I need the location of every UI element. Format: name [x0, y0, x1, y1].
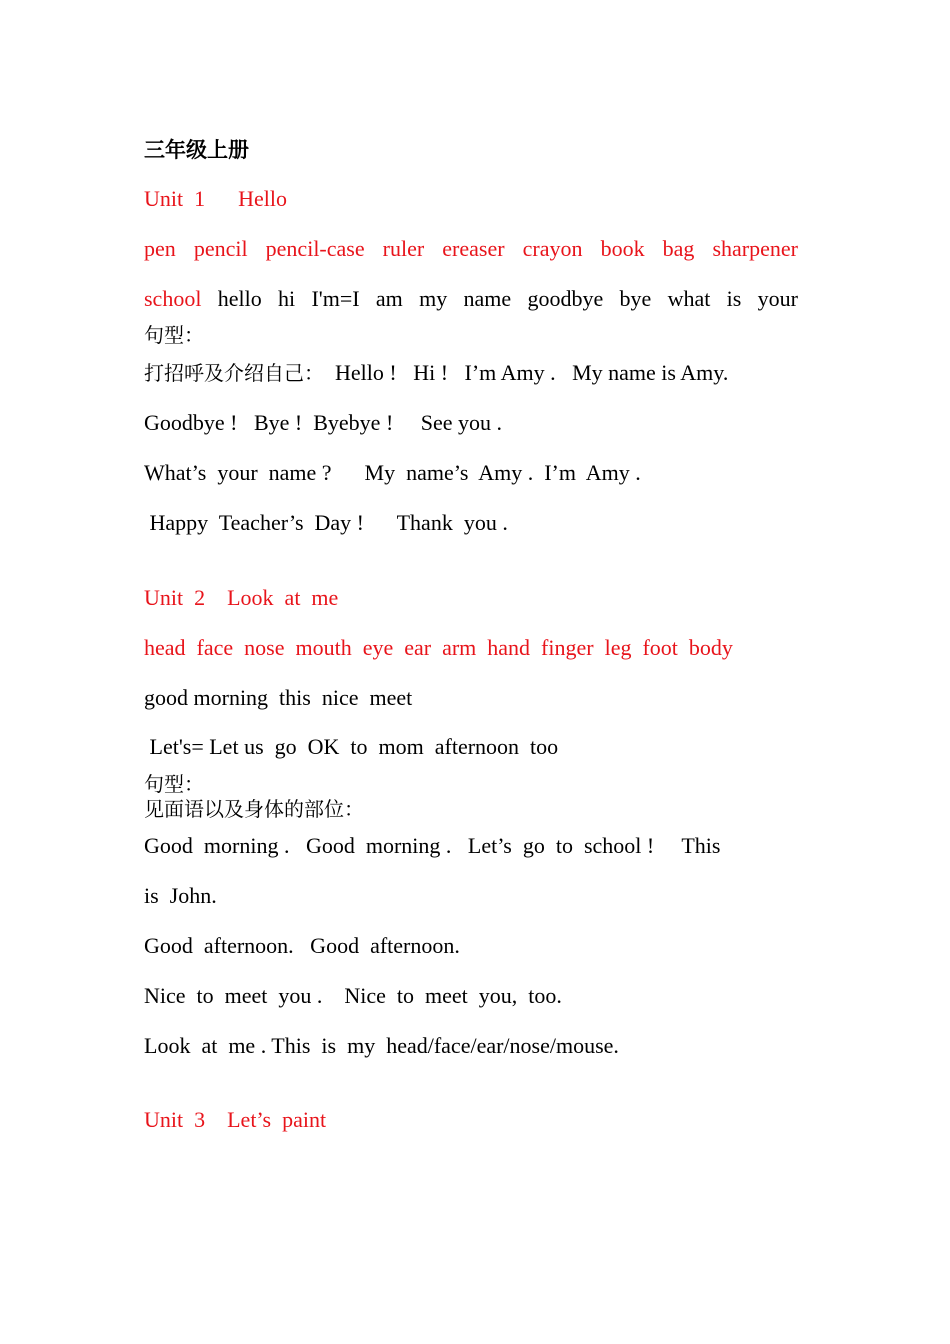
- unit1-vocab-rest: hello hi I'm=I am my name goodbye bye what is your: [201, 286, 798, 311]
- unit3-heading: Unit 3 Let’s paint: [144, 1107, 327, 1132]
- unit2-pattern-label: 句型：: [144, 772, 204, 796]
- unit1-vocab-line1: pen pencil pencil-case ruler ereaser crayon book bag sharpener: [144, 236, 798, 261]
- unit2-heading: Unit 2 Look at me: [144, 585, 339, 610]
- unit1-intro-line: [144, 360, 728, 386]
- unit2-vocab-line2: good morning this nice meet: [144, 685, 413, 710]
- unit1-heading: Unit 1 Hello: [144, 186, 287, 211]
- unit1-intro-sentences: Hello ! Hi ! I’m Amy . My name is Amy.: [324, 360, 729, 385]
- unit1-teacher-line: Happy Teacher’s Day ! Thank you .: [144, 510, 508, 535]
- unit1-vocab-line2: [144, 286, 798, 312]
- unit1-name-line: What’s your name ? My name’s Amy . I’m Amy .: [144, 460, 641, 485]
- unit1-goodbye-line: Goodbye ! Bye ! Byebye ! See you .: [144, 410, 503, 435]
- unit2-vocab-line1: head face nose mouth eye ear arm hand finger leg foot body: [144, 635, 733, 660]
- unit1-pattern-label: 句型：: [144, 323, 204, 347]
- unit2-morning-line: Good morning . Good morning . Let’s go to school ! This: [144, 833, 721, 858]
- unit1-intro-label: 打招呼及介绍自己：: [144, 361, 324, 385]
- unit1-vocab-school: school: [144, 286, 202, 311]
- unit2-nice-line: Nice to meet you . Nice to meet you, too.: [144, 983, 562, 1008]
- unit2-john-line: is John.: [144, 883, 217, 908]
- unit2-meet-label: 见面语以及身体的部位：: [144, 797, 364, 821]
- grade-title: 三年级上册: [144, 138, 249, 162]
- unit2-vocab-line3: Let's= Let us go OK to mom afternoon too: [144, 734, 559, 759]
- unit2-look-line: Look at me . This is my head/face/ear/nose/mouse.: [144, 1033, 619, 1058]
- unit2-afternoon-line: Good afternoon. Good afternoon.: [144, 933, 460, 958]
